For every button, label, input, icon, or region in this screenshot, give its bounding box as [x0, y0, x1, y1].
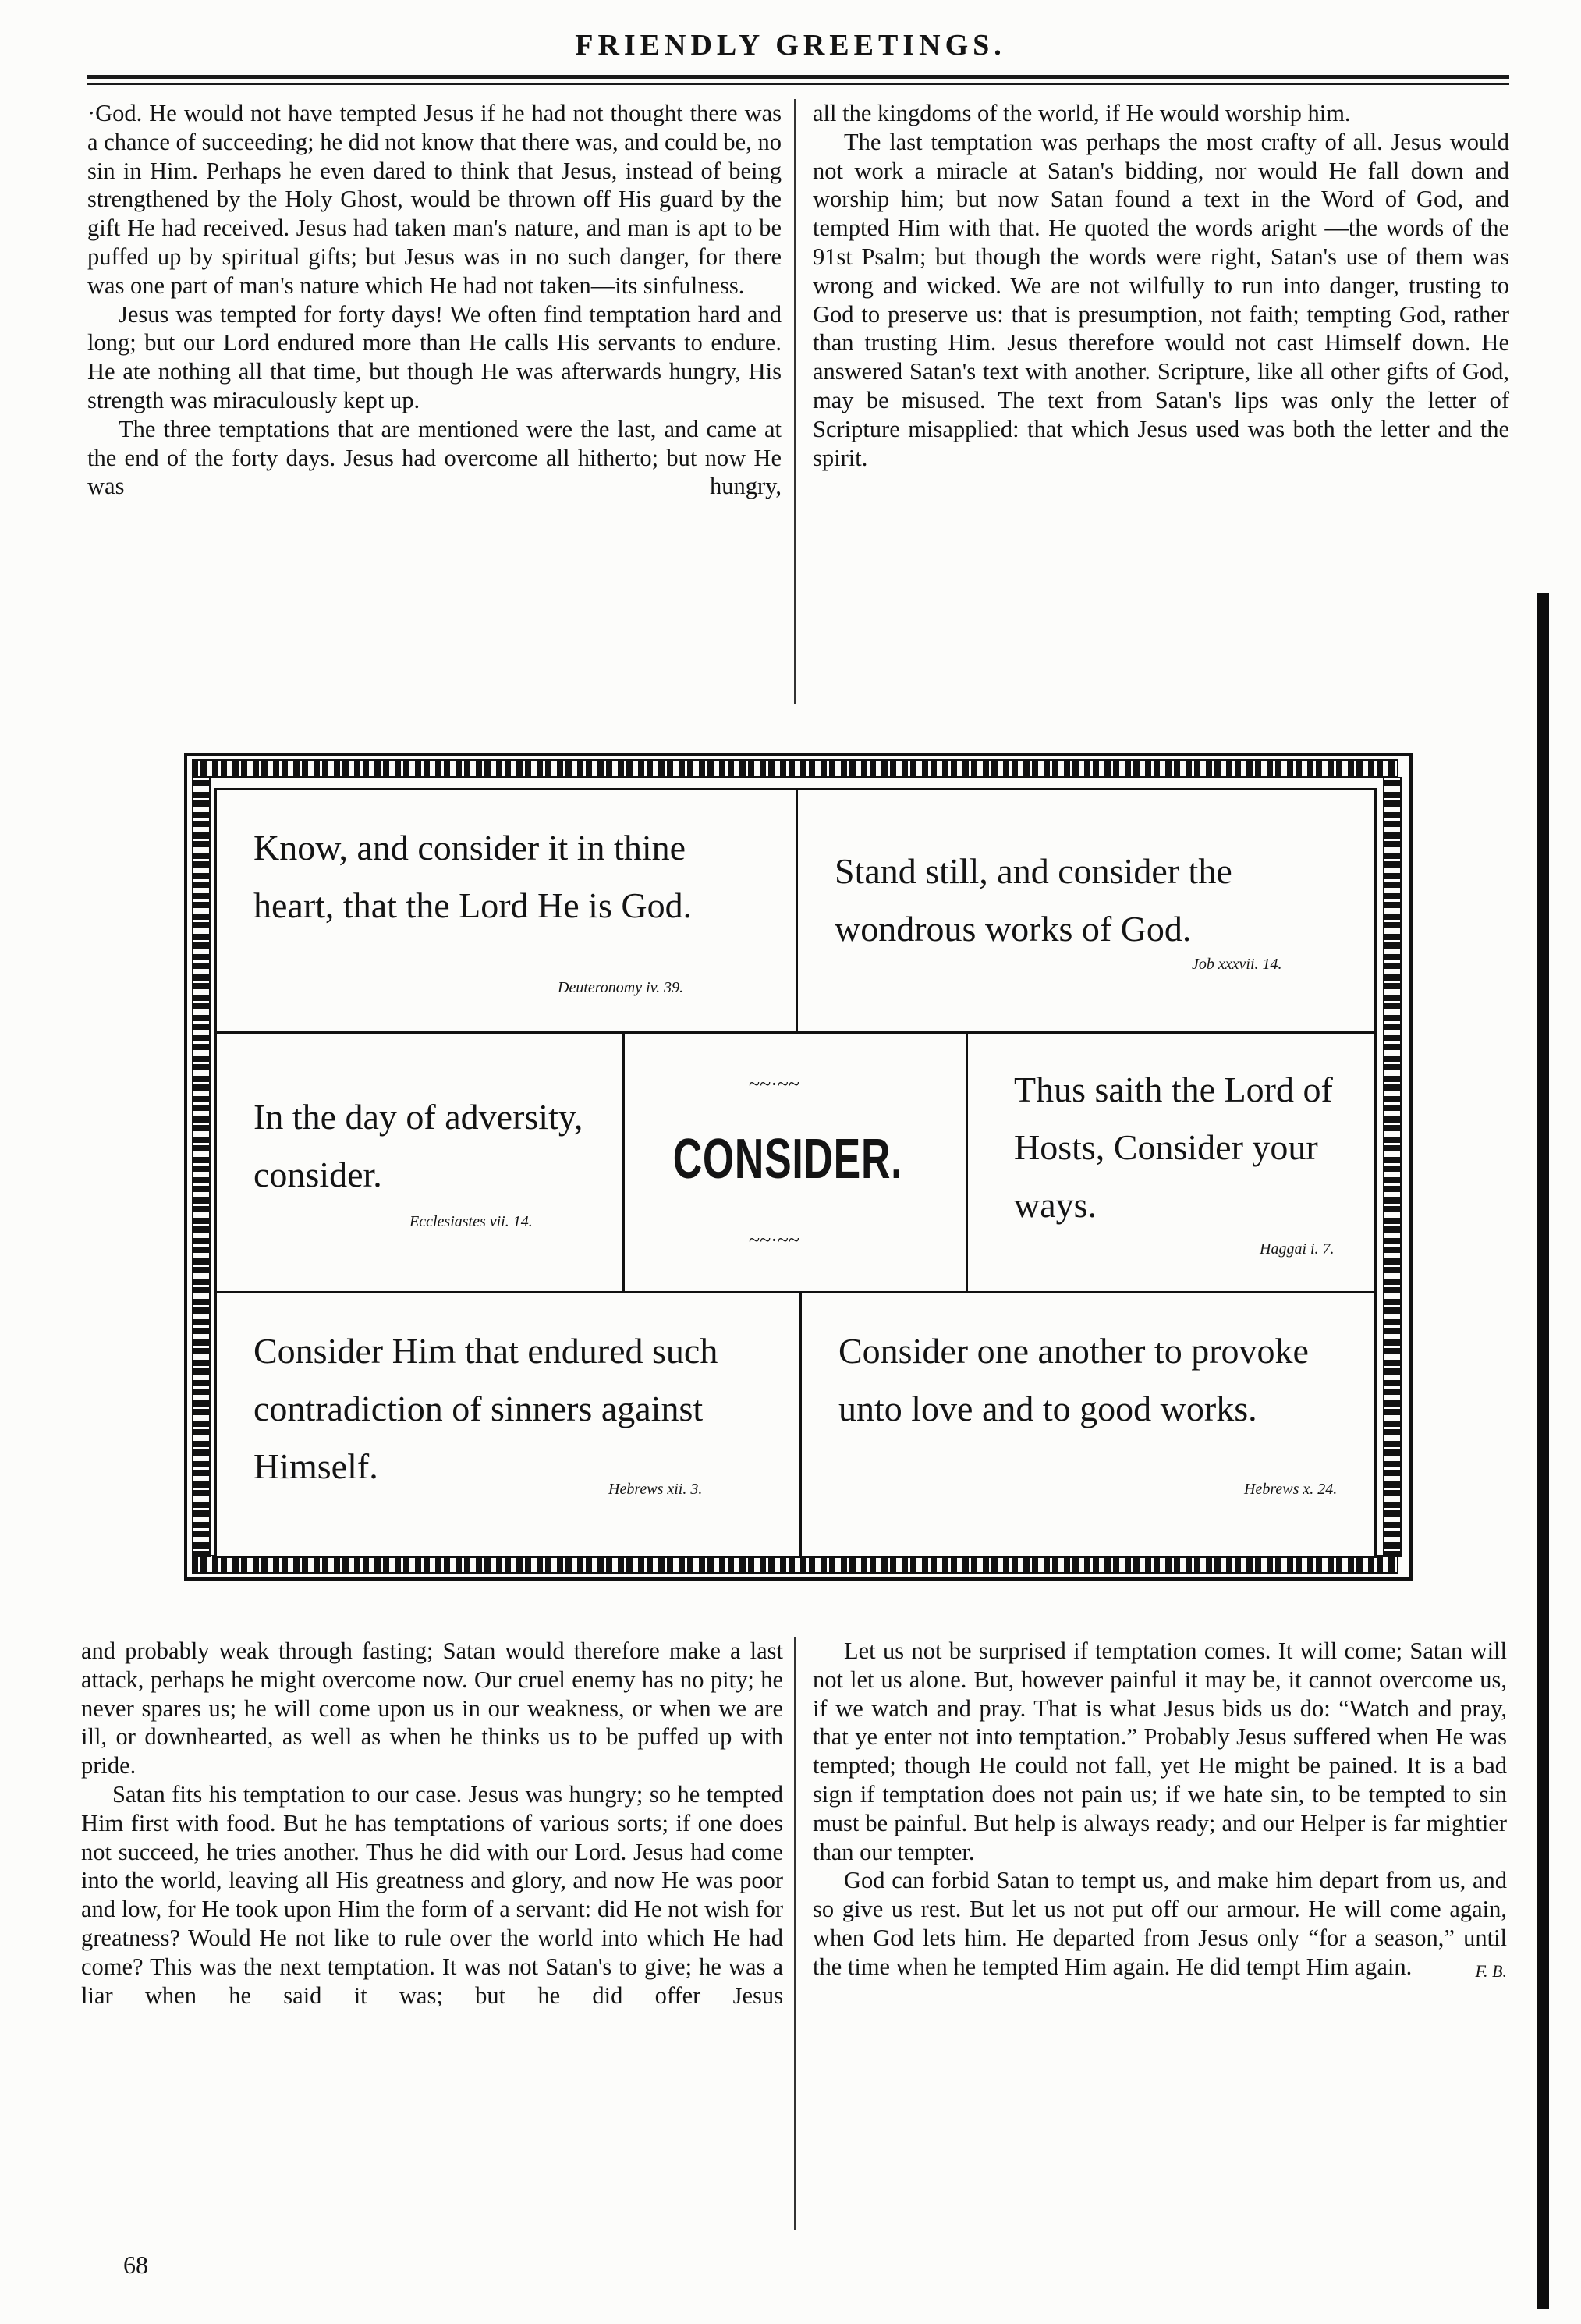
paragraph: The three temptations that are mentioned were the last, and came at the end of the forty days. Jesus had overcome all hitherto; but now He was hungry, — [87, 415, 782, 500]
panel-divider — [966, 1031, 968, 1293]
page-edge-shadow — [1537, 593, 1549, 2309]
paragraph: and probably weak through fasting; Satan would therefore make a last attack, perhaps he might overcome now. Our cruel enemy has no pity; he never spares us; he will come upon us in our weakness, or when we are ill, or downhearted, as well as when he thinks us to be puffed up with pride. — [81, 1637, 783, 1779]
verse-text: Consider Him that endured such contradiction of sinners against Himself. — [253, 1331, 718, 1486]
verse-reference: Haggai i. 7. — [1260, 1240, 1335, 1258]
page-header: FRIENDLY GREETINGS. — [575, 29, 1006, 62]
verse-text: Stand still, and consider the wondrous works of God. — [835, 851, 1232, 949]
panel-border-pattern-right — [1383, 777, 1402, 1557]
verse-reference: Hebrews x. 24. — [1244, 1481, 1338, 1498]
verse-deuteronomy — [253, 819, 768, 935]
verse-reference: Job xxxvii. 14. — [1192, 956, 1282, 973]
panel-border-pattern-top — [192, 759, 1398, 778]
page-number: 68 — [123, 2251, 148, 2279]
verse-text: Thus saith the Lord of Hosts, Consider your ways. — [1014, 1070, 1333, 1225]
verse-text: Know, and consider it in thine heart, that the Lord He is God. — [253, 828, 693, 925]
panel-border-pattern-left — [192, 777, 211, 1557]
author-signature: F. B. — [1475, 1960, 1507, 1981]
center-title: CONSIDER. — [672, 1128, 903, 1190]
column-divider — [794, 1637, 796, 2230]
flourish-ornament-top: ~~·~~ — [749, 1073, 799, 1095]
verse-reference: Ecclesiastes vii. 14. — [409, 1213, 533, 1230]
paragraph: Let us not be surprised if temptation comes. It will come; Satan will not let us alone. But, however painful it may be, it cannot overcome us, if we watch and pray. That is what Jesus bids us do: “Watch and pray, that ye enter not into temptation.” Probably Jesus suffered when He was tempted; though He could not fall, yet He might be pained. It is a bad sign if temptation does not pain us; if we hate sin, to be tempted to sin must be painful. But help is always ready; and our Helper is far mightier than our tempter. — [813, 1637, 1507, 1865]
verse-reference: Hebrews xii. 3. — [608, 1481, 703, 1498]
paragraph: The last temptation was perhaps the most crafty of all. Jesus would not work a miracle at Satan's bidding, nor would He fall down and worship him; but now Satan found a text in the Word of God, and tempted Him with that. He quoted the words aright —the words of the 91st Psalm; but though the words were right, Satan's use of them was wrong and wicked. We are not wilfully to run into danger, trusting to God to preserve us: that is presumption, not faith; tempting God, rather than trusting Him. Jesus therefore would not cast Himself down. He answered Satan's text with another. Scripture, like all other gifts of God, may be misused. The text from Satan's lips was only the letter of Scripture misapplied: that which Jesus used was both the letter and the spirit. — [813, 128, 1509, 471]
panel-divider — [796, 788, 798, 1034]
verse-job — [835, 843, 1357, 958]
panel-divider — [214, 1031, 1377, 1034]
paragraph: Satan fits his temptation to our case. Jesus was hungry; so he tempted Him first with food. But he has temptations of various sorts; if one does not succeed, he tries another. Thus he did with our Lord. Jesus had come into the world, leaving all His greatness and glory, and now He was poor and low, for He took upon Him the form of a servant: did He not wish for greatness? Would He not like to rule over the world into which He had come? This was the next temptation. It was not Satan's to give; he was a liar when he said it was; but he did offer Jesus — [81, 1780, 783, 2009]
paragraph: ·God. He would not have tempted Jesus if he had not thought there was a chance of succeeding; he did not know that there was, and could be, no sin in Him. Perhaps he even dared to think that Jesus, instead of being strengthened by the Holy Ghost, would be thrown off His guard by the gift He had received. Jesus had taken man's nature, and man is apt to be puffed up by spiritual gifts; but Jesus was in no such danger, for there was one part of man's nature which He had not taken—its sinfulness. — [87, 100, 782, 299]
panel-divider — [799, 1291, 802, 1556]
paragraph-text: God can forbid Satan to tempt us, and make him depart from us, and so give us rest. But let us not put off our armour. He will come again, when God lets him. He departed from Jesus only “for a season,” until the time when he tempted Him again. He did tempt Him again. — [813, 1867, 1507, 1980]
flourish-ornament-bottom: ~~·~~ — [749, 1229, 799, 1251]
verse-haggai — [1014, 1061, 1357, 1234]
panel-divider — [214, 1291, 1377, 1293]
header-rule-thick — [87, 75, 1509, 79]
paragraph: Jesus was tempted for forty days! We often find temptation hard and long; but our Lord endured more than He calls His servants to endure. He ate nothing all that time, but though He was afterwards hungry, His strength was miraculously kept up. — [87, 300, 782, 413]
verse-hebrews-10 — [838, 1322, 1361, 1438]
top-left-column — [87, 99, 782, 501]
top-right-column — [813, 99, 1509, 472]
bottom-left-column — [81, 1637, 783, 2010]
column-divider — [794, 99, 796, 704]
verse-text: In the day of adversity, consider. — [253, 1097, 583, 1194]
bottom-right-column — [813, 1637, 1507, 1986]
paragraph — [813, 1866, 1507, 1981]
verse-reference: Deuteronomy iv. 39. — [558, 979, 684, 996]
verse-ecclesiastes — [253, 1088, 597, 1204]
verse-text: Consider one another to provoke unto love and to good works. — [838, 1331, 1309, 1428]
header-rule-thin — [87, 83, 1509, 85]
paragraph: all the kingdoms of the world, if He would worship him. — [813, 100, 1351, 126]
verse-hebrews-12 — [253, 1322, 776, 1496]
panel-divider — [622, 1031, 625, 1293]
